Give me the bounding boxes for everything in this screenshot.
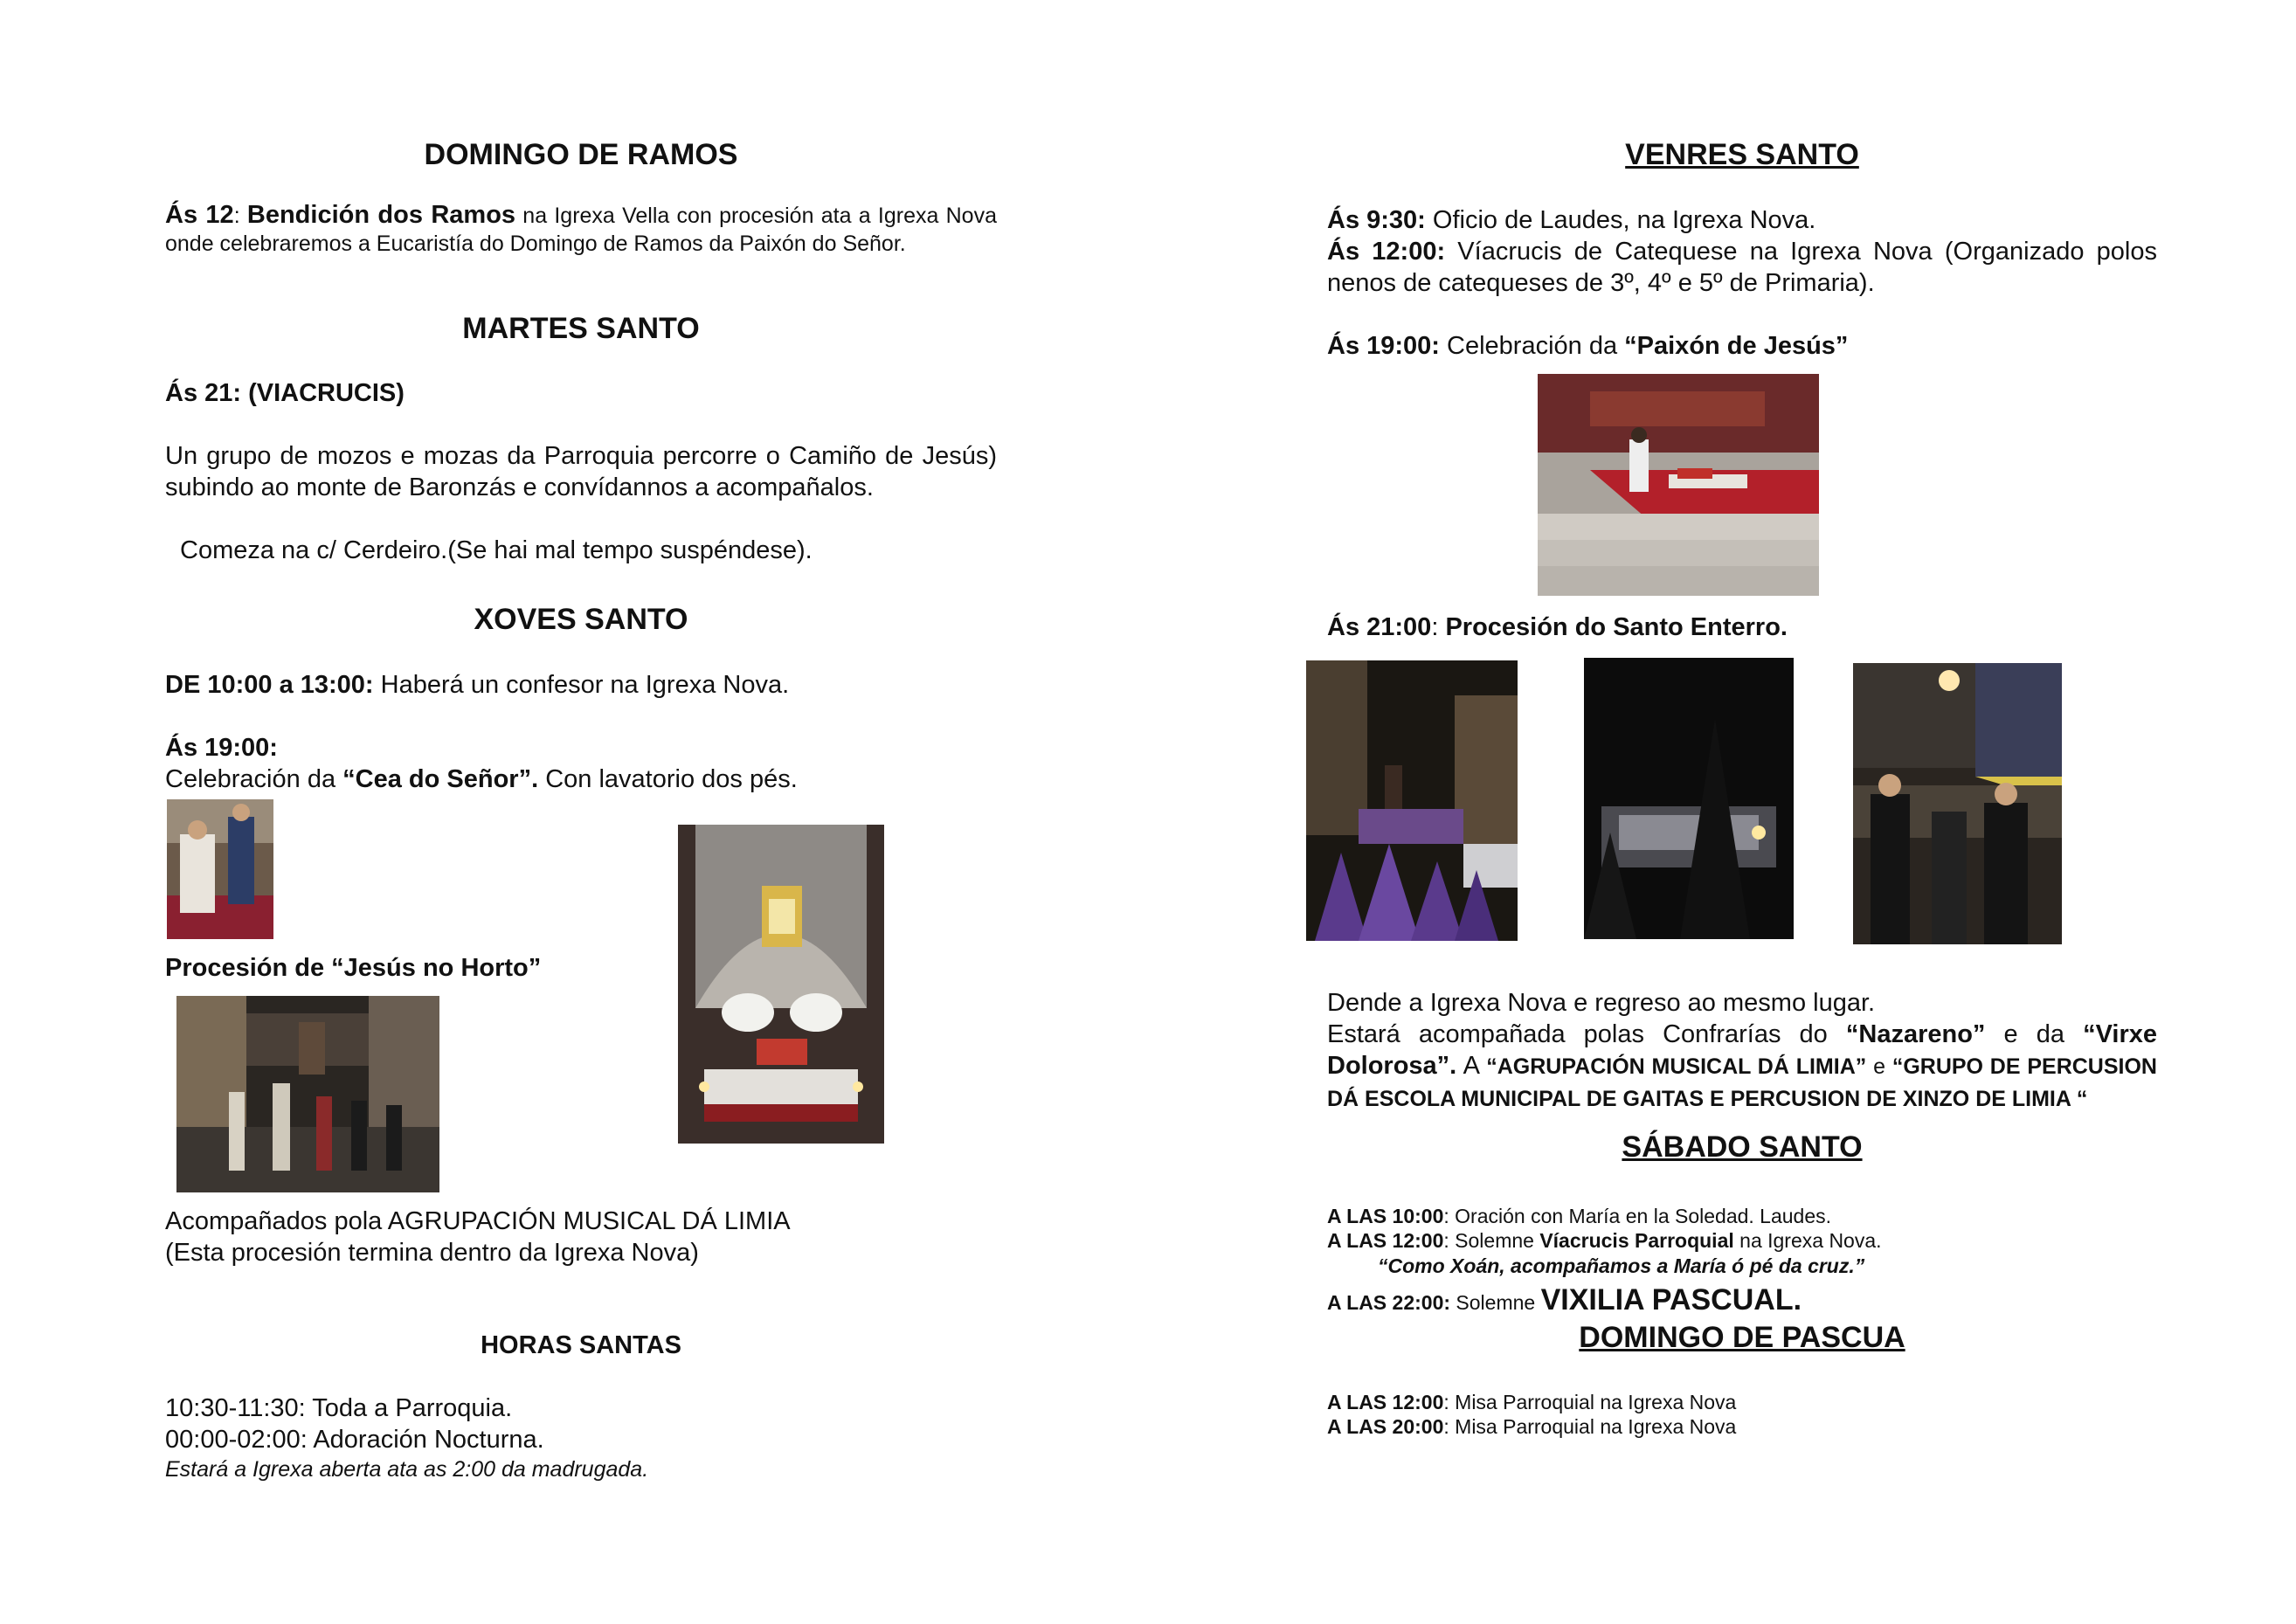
dende: Dende a Igrexa Nova e regreso ao mesmo lugar. [1327, 989, 1876, 1017]
martes-santo-start: Comeza na c/ Cerdeiro.(Se hai mal tempo suspéndese). [180, 536, 813, 564]
photo-monumento [678, 825, 884, 1144]
procesion-horto: Procesión de “Jesús no Horto” [165, 954, 542, 982]
xoves-confesor: DE 10:00 a 13:00: Haberá un confesor na Igrexa Nova. [165, 671, 790, 699]
procesion-termina: (Esta procesión termina dentro da Igrexa Nova) [165, 1239, 699, 1267]
xoves-cea-text: Celebración da “Cea do Señor”. Con lavatorio dos pés. [165, 765, 798, 793]
domingo-ramos-paragraph: Ás 12: Bendición dos Ramos na Igrexa Vella con procesión ata a Igrexa Nova onde celebraremos a Eucaristía do Domingo de Ramos da Paixón do Señor. [165, 201, 997, 256]
domingo-ramos-title: DOMINGO DE RAMOS [424, 138, 738, 171]
horas-line-2: 00:00-02:00: Adoración Nocturna. [165, 1426, 544, 1454]
martes-santo-text: Un grupo de mozos e mozas da Parroquia percorre o Camiño de Jesús) subindo ao monte de Baronzás e convídannos a acompañalos. [165, 442, 997, 501]
photo-enterro-1 [1306, 660, 1518, 941]
photo-enterro-2 [1584, 658, 1794, 939]
sabado-santo-title: SÁBADO SANTO [1622, 1130, 1863, 1164]
xoves-cea-time: Ás 19:00: [165, 734, 278, 762]
horas-line-1: 10:30-11:30: Toda a Parroquia. [165, 1394, 513, 1422]
estara-acompanada: Estará acompañada polas Confrarías do “Nazareno” e da “Virxe Dolorosa”. A “AGRUPACIÓN MUSICAL DÁ LIMIA” e “GRUPO DE PERCUSION DÁ ESCOLA MUNICIPAL DE GAITAS E PERCUSION DE XINZO DE LIMIA “ [1327, 1020, 2157, 1111]
horas-note: Estará a Igrexa aberta ata as 2:00 da madrugada. [165, 1457, 649, 1482]
photo-lavatorio [167, 799, 273, 939]
martes-santo-time: Ás 21: (VIACRUCIS) [165, 379, 405, 407]
pascua-line-2: A LAS 20:00: Misa Parroquial na Igrexa Nova [1327, 1415, 1737, 1438]
venres-line-2: Ás 12:00: Víacrucis de Catequese na Igrexa Nova (Organizado polos nenos de catequeses de 3º, 4º e 5º de Primaria). [1327, 238, 2157, 297]
venres-line-3: Ás 19:00: Celebración da “Paixón de Jesús” [1327, 332, 1849, 360]
horas-santas-title: HORAS SANTAS [481, 1331, 681, 1359]
domingo-pascua-title: DOMINGO DE PASCUA [1579, 1321, 1905, 1354]
xoves-santo-title: XOVES SANTO [474, 603, 688, 636]
sabado-line-1: A LAS 10:00: Oración con María en la Soledad. Laudes. [1327, 1205, 1832, 1227]
photo-procesion-horto [176, 996, 439, 1192]
venres-line-1: Ás 9:30: Oficio de Laudes, na Igrexa Nova. [1327, 206, 1816, 234]
venres-line-4: Ás 21:00: Procesión do Santo Enterro. [1327, 613, 1788, 641]
photo-paixon [1538, 374, 1819, 596]
photo-enterro-3 [1853, 663, 2062, 944]
sabado-line-2: A LAS 12:00: Solemne Víacrucis Parroquial na Igrexa Nova. [1327, 1229, 1882, 1252]
venres-santo-title: VENRES SANTO [1625, 138, 1859, 171]
sabado-quote: “Como Xoán, acompañamos a María ó pé da cruz.” [1378, 1254, 1865, 1277]
sabado-line-3: A LAS 22:00: Solemne VIXILIA PASCUAL. [1327, 1283, 1802, 1316]
pascua-line-1: A LAS 12:00: Misa Parroquial na Igrexa Nova [1327, 1391, 1737, 1413]
acompanados: Acompañados pola AGRUPACIÓN MUSICAL DÁ LIMIA [165, 1207, 791, 1235]
martes-santo-title: MARTES SANTO [462, 312, 700, 345]
